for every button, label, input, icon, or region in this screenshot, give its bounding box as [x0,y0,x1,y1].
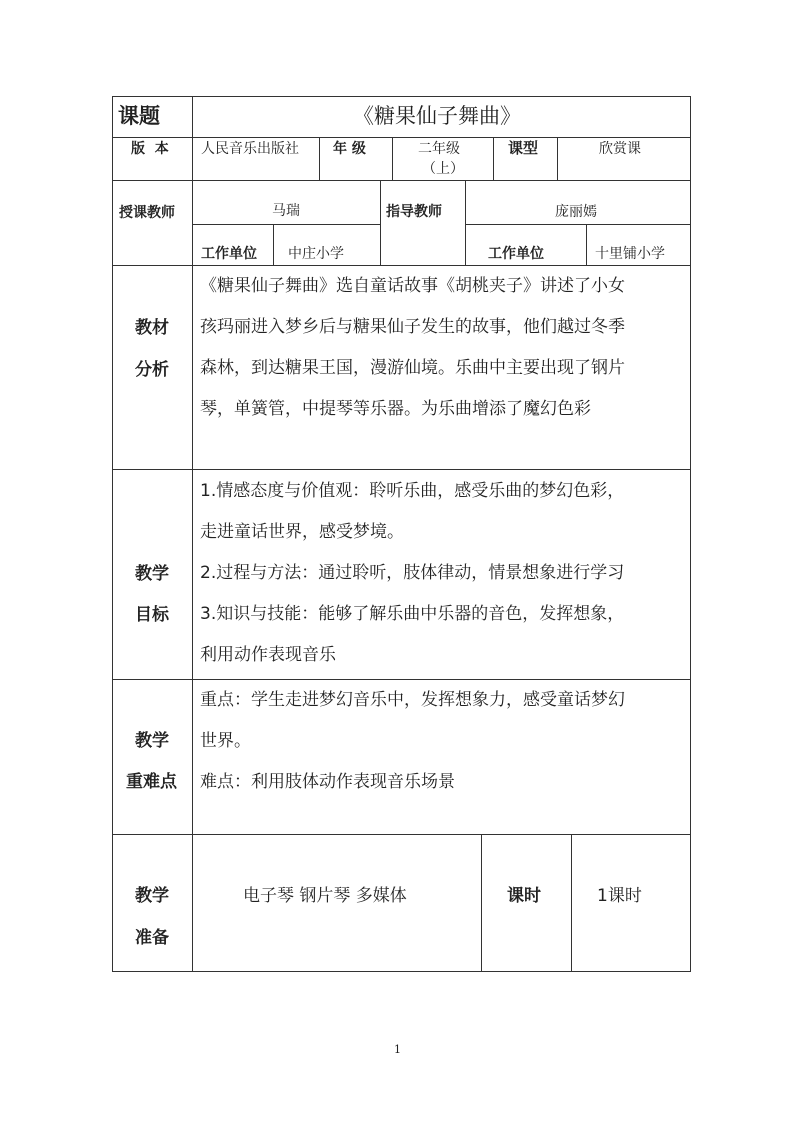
column-divider [586,224,587,266]
text-line: 琴，单簧管，中提琴等乐器。为乐曲增添了魔幻色彩 [200,399,591,419]
course-title: 《糖果仙子舞曲》 [353,104,521,128]
teacher-label: 授课教师 [119,205,175,221]
column-divider [392,137,393,181]
type-value: 欣赏课 [599,141,641,157]
grade-value-line1: 二年级 [418,141,460,157]
analysis-label-line1: 教材 [135,318,169,338]
grade-label: 年 级 [333,141,366,157]
row-divider [112,137,691,138]
table-border-bottom [112,971,691,972]
page-number: 1 [394,1043,401,1056]
text-line: 《糖果仙子舞曲》选自童话故事《胡桃夹子》讲述了小女 [200,276,625,296]
edition-label: 版 本 [131,141,169,157]
mentor-unit-label: 工作单位 [488,246,544,262]
objectives-label-line1: 教学 [135,564,169,584]
label-column-divider [192,96,193,972]
key-points-text [200,680,625,803]
row-divider [112,180,691,181]
text-line: 重点：学生走进梦幻音乐中，发挥想象力，感受童话梦幻 [200,690,625,710]
key-points-label-line2: 重难点 [126,772,177,792]
column-divider [273,224,274,266]
column-divider [571,834,572,972]
mentor-unit: 十里铺小学 [595,246,665,262]
type-label: 课型 [508,139,539,157]
text-line: 世界。 [200,731,251,751]
teacher-unit: 中庄小学 [288,246,344,262]
row-divider [465,224,691,225]
mentor-label: 指导教师 [386,204,442,220]
preparation-label-line1: 教学 [135,886,169,906]
row-divider [192,224,380,225]
row-divider [112,469,691,470]
teacher-unit-label: 工作单位 [201,246,257,262]
text-line: 难点：利用肢体动作表现音乐场景 [200,772,455,792]
row-divider [112,834,691,835]
text-line: 孩玛丽进入梦乡后与糖果仙子发生的故事，他们越过冬季 [200,317,625,337]
text-line: 利用动作表现音乐 [200,645,336,665]
objectives-text [200,471,624,676]
mentor-name: 庞丽嫣 [555,204,597,220]
preparation-value: 电子琴 钢片琴 多媒体 [243,886,407,906]
preparation-label-line2: 准备 [135,928,169,948]
hours-value: 1课时 [597,886,642,906]
table-border-top [112,96,691,97]
edition-value: 人民音乐出版社 [201,141,299,157]
text-line: 2.过程与方法：通过聆听，肢体律动，情景想象进行学习 [200,563,625,583]
column-divider [465,180,466,266]
text-line: 3.知识与技能：能够了解乐曲中乐器的音色，发挥想象， [200,604,625,624]
course-label: 课题 [118,104,160,128]
table-border-left [112,96,113,972]
key-points-label-line1: 教学 [135,731,169,751]
analysis-text [200,266,625,430]
table-border-right [690,96,691,972]
objectives-label-line2: 目标 [135,605,169,625]
text-line: 森林，到达糖果王国，漫游仙境。乐曲中主要出现了钢片 [200,358,625,378]
column-divider [380,180,381,266]
column-divider [481,834,482,972]
column-divider [493,137,494,181]
text-line: 1.情感态度与价值观：聆听乐曲，感受乐曲的梦幻色彩， [200,481,625,501]
grade-value-line2: （上） [422,161,464,177]
hours-label: 课时 [507,886,541,906]
text-line: 走进童话世界，感受梦境。 [200,522,404,542]
teacher-name: 马瑞 [272,203,300,219]
column-divider [319,137,320,181]
column-divider [557,137,558,181]
analysis-label-line2: 分析 [135,360,169,380]
